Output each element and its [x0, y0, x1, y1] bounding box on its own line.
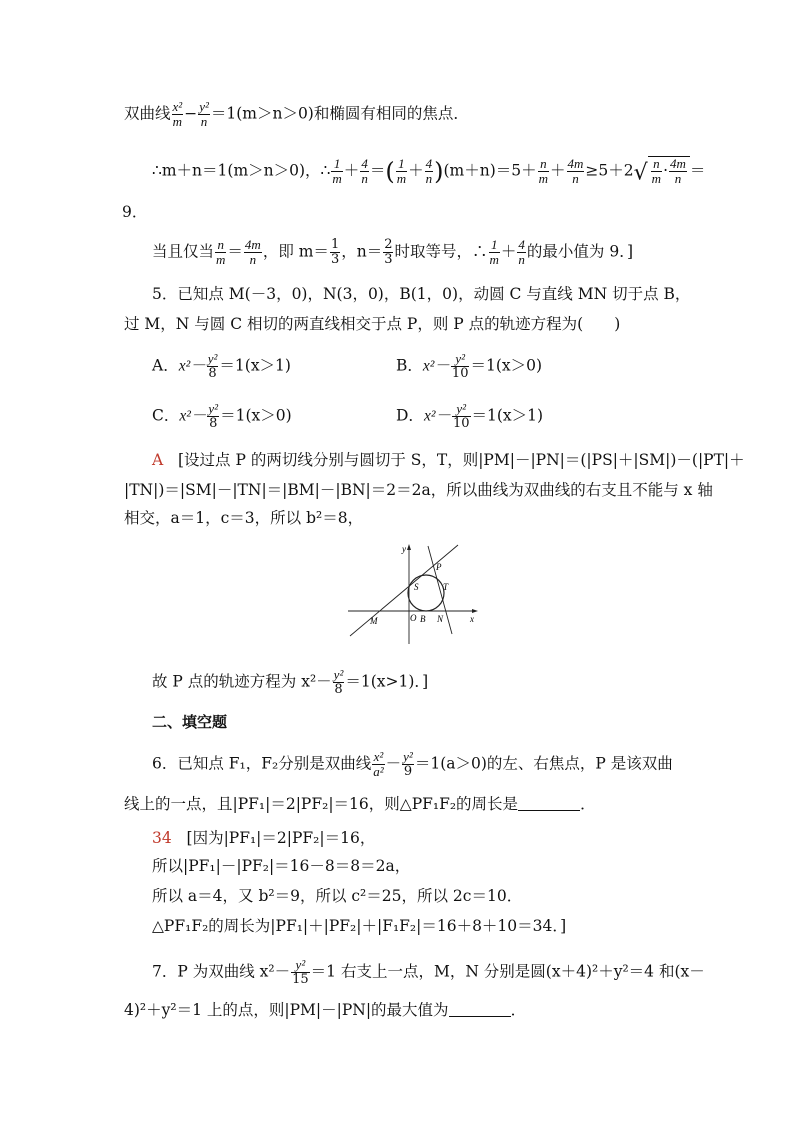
frac-den: n — [200, 114, 208, 129]
text: 故 P 点的轨迹方程为 x²－ — [152, 672, 332, 691]
question-5-conclusion — [152, 668, 712, 697]
frac-den: 8 — [209, 416, 218, 431]
frac-num: y² — [451, 352, 470, 367]
text: 时取等号，∴ — [394, 242, 488, 261]
frac-num: y² — [333, 667, 344, 682]
option-a — [152, 352, 291, 381]
answer-blank[interactable] — [449, 1002, 511, 1017]
answer-label: A — [152, 451, 164, 469]
frac-den: m — [172, 114, 183, 129]
frac-den: 10 — [452, 416, 470, 431]
answer-label: 34 — [152, 829, 172, 847]
text: ＝1 右支上一点，M，N 分别是圆(x＋4)²＋y²＝4 和(x－ — [310, 962, 705, 981]
question-6-text — [152, 750, 712, 779]
text: x²－ — [422, 357, 450, 375]
frac-den: n — [674, 171, 682, 186]
fraction — [451, 352, 470, 381]
fraction — [207, 402, 219, 431]
text: − — [184, 104, 198, 123]
frac-num: 4 — [518, 237, 525, 252]
fraction — [669, 157, 687, 186]
text: ∴m＋n＝1(m＞n＞0)，∴ — [152, 161, 331, 180]
fraction — [517, 238, 526, 267]
frac-num: n — [651, 157, 662, 172]
frac-den: n — [572, 171, 579, 186]
frac-den: m — [216, 252, 226, 267]
question-7-text — [152, 958, 712, 987]
label-s: S — [414, 582, 419, 592]
text: 双曲线 — [124, 104, 171, 123]
option-b — [396, 352, 542, 381]
text: [因为|PF₁|＝2|PF₂|＝16， — [186, 829, 376, 847]
frac-den: 15 — [292, 972, 309, 987]
text: ＝1(x>1)．] — [345, 672, 429, 691]
frac-den: n — [361, 171, 368, 186]
question-6-solution — [152, 826, 712, 850]
text: ＝1(x＞1) — [471, 406, 544, 425]
question-5-text: 过 M，N 与圆 C 相切的两直线相交于点 P，则 P 点的轨迹方程为( ) — [124, 315, 621, 333]
fraction — [425, 157, 434, 186]
text: ＋ — [550, 161, 566, 180]
text: 的最小值为 9．] — [526, 242, 633, 261]
frac-num: y² — [291, 958, 310, 973]
text: x²－ — [179, 407, 207, 425]
frac-den: 3 — [330, 252, 340, 267]
paren: ) — [434, 157, 444, 186]
solution-line-hyperbola-foci — [124, 100, 684, 129]
text: － — [385, 754, 402, 773]
text: [设过点 P 的两切线分别与圆切于 S，T，则|PM|－|PN|＝(|PS|＋|SM|)－(|PT|＋ — [177, 451, 745, 469]
text: ，n＝ — [341, 242, 383, 261]
text: ＝1(x＞1) — [219, 356, 291, 375]
fraction — [172, 100, 184, 129]
answer-blank[interactable] — [518, 796, 580, 811]
frac-den: m — [651, 171, 662, 186]
text: ＋ — [500, 242, 517, 261]
solution-line-inequality — [152, 156, 712, 186]
frac-num: y² — [403, 749, 413, 764]
text: · — [663, 161, 668, 180]
text: x²－ — [423, 407, 451, 425]
frac-den: n — [249, 252, 257, 267]
option-label: D． — [396, 406, 424, 425]
frac-num: y² — [452, 402, 471, 417]
question-5-solution-text: |TN|)＝|SM|－|TN|＝|BM|－|BN|＝2＝2a，所以曲线为双曲线的右支且不能与 x 轴 — [124, 481, 713, 499]
fraction — [538, 157, 549, 186]
text: x²－ — [178, 357, 206, 375]
option-label: A． — [152, 356, 179, 375]
text: 4)²＋y²＝1 上的点，则|PM|－|PN|的最大值为 — [124, 1001, 449, 1019]
label-m: M — [370, 616, 378, 626]
frac-den: a² — [373, 764, 384, 779]
text: 当且仅当 — [152, 242, 215, 261]
text: ． — [580, 795, 596, 813]
fraction — [396, 157, 407, 186]
frac-num: y² — [208, 401, 219, 416]
question-5-solution — [152, 448, 745, 472]
text: ＝1(x＞0) — [470, 356, 543, 375]
frac-den: 3 — [384, 252, 393, 267]
frac-num: 1 — [330, 237, 340, 252]
text: ＝ — [689, 161, 706, 180]
text: ． — [510, 1001, 527, 1019]
label-o: O — [410, 613, 417, 623]
fraction — [567, 157, 585, 186]
frac-den: n — [425, 171, 433, 186]
fraction — [651, 157, 662, 186]
frac-den: 8 — [208, 366, 217, 381]
frac-num: n — [538, 157, 549, 172]
frac-num: n — [215, 238, 226, 253]
text: ＝ — [369, 161, 386, 180]
option-label: C． — [152, 406, 180, 425]
radical-sign: √ — [633, 160, 648, 186]
question-7-text — [124, 998, 684, 1022]
frac-num: 1 — [489, 238, 500, 253]
question-5-text: 5．已知点 M(－3，0)，N(3，0)，B(1，0)，动圆 C 与直线 MN 切于点 B， — [152, 285, 691, 303]
text: 6．已知点 F₁，F₂分别是双曲线 — [152, 754, 372, 773]
fraction — [207, 352, 219, 381]
frac-num: 4m — [567, 156, 584, 171]
fraction — [372, 750, 384, 779]
question-6-text — [124, 792, 684, 816]
frac-num: x² — [172, 99, 183, 114]
fraction — [489, 238, 500, 267]
label-p: P — [436, 562, 442, 572]
fraction — [244, 238, 262, 267]
frac-num: 2 — [384, 237, 393, 252]
fraction — [330, 238, 340, 267]
frac-num: 4m — [244, 237, 261, 252]
paren: ( — [385, 157, 395, 186]
label-n: N — [437, 614, 444, 624]
frac-den: m — [396, 171, 407, 186]
radicand — [648, 156, 690, 186]
frac-den: 10 — [451, 366, 469, 381]
question-6-solution-text: 所以|PF₁|－|PF₂|＝16－8＝8＝2a， — [152, 857, 411, 875]
frac-num: y² — [207, 351, 218, 366]
circle-c — [408, 575, 444, 611]
text: ＋ — [343, 161, 360, 180]
fraction — [215, 238, 226, 267]
option-c — [152, 402, 292, 431]
y-axis-arrow — [407, 544, 411, 550]
fraction — [452, 402, 471, 431]
text: (m＋n)＝5＋ — [443, 161, 537, 180]
frac-den: m — [489, 252, 499, 267]
fraction — [291, 958, 310, 987]
text: 线上的一点，且|PF₁|＝2|PF₂|＝16，则△PF₁F₂的周长是 — [124, 795, 519, 813]
x-axis-arrow — [472, 609, 478, 613]
text: ＋ — [408, 161, 424, 180]
frac-den: m — [332, 171, 342, 186]
fraction — [383, 238, 393, 267]
frac-num: 4 — [361, 156, 368, 171]
text: ＝1(a＞0)的左、右焦点，P 是该双曲 — [414, 754, 673, 773]
text: ＝ — [227, 242, 243, 261]
frac-num: x² — [373, 749, 384, 764]
frac-num: y² — [199, 99, 209, 114]
frac-den: m — [538, 171, 549, 186]
question-6-solution-text: 所以 a＝4，又 b²＝9，所以 c²＝25，所以 2c＝10． — [152, 887, 523, 905]
fraction — [198, 100, 210, 129]
option-d — [396, 402, 543, 431]
frac-num: 4 — [425, 156, 433, 171]
geometry-figure — [344, 540, 484, 648]
text: ＝1(x＞0) — [220, 406, 292, 425]
section-title: 二、填空题 — [152, 713, 228, 731]
solution-line-equality — [152, 238, 712, 267]
label-x: x — [470, 614, 474, 624]
frac-num: 4m — [670, 156, 686, 171]
text: 7．P 为双曲线 x²－ — [152, 962, 291, 981]
fraction — [360, 157, 369, 186]
text: ，即 m＝ — [262, 242, 329, 261]
fraction — [333, 668, 345, 697]
frac-num: 1 — [396, 157, 407, 172]
label-t: T — [443, 582, 449, 592]
frac-den: 8 — [334, 682, 343, 697]
label-b: B — [420, 614, 426, 624]
question-6-solution-text: △PF₁F₂的周长为|PF₁|＋|PF₂|＋|F₁F₂|＝16＋8＋10＝34．] — [152, 917, 567, 935]
label-y: y — [402, 544, 406, 554]
option-label: B． — [396, 356, 423, 375]
fraction — [402, 750, 414, 779]
fraction — [331, 157, 342, 186]
frac-num: 1 — [331, 157, 342, 172]
frac-den: n — [518, 252, 525, 267]
text: ≥5＋2 — [585, 161, 634, 180]
text: ＝1(m＞n＞0)和椭圆有相同的焦点． — [210, 104, 469, 123]
frac-den: 9 — [403, 764, 413, 779]
question-5-solution-text: 相交，a＝1，c＝3，所以 b²＝8， — [124, 509, 364, 527]
solution-line-result: 9． — [122, 203, 148, 221]
